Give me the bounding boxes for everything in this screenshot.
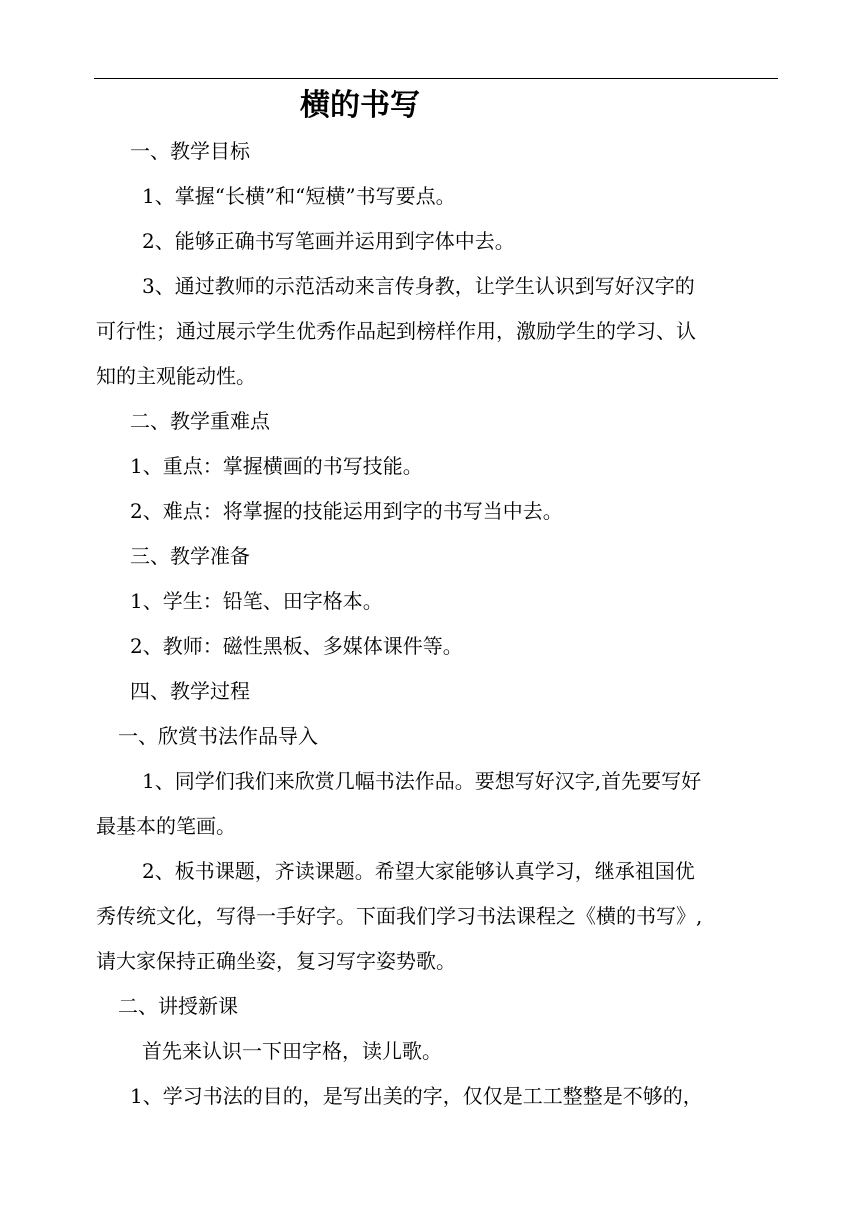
paragraph-line: 最基本的笔画。 xyxy=(96,814,236,838)
section-heading: 四、教学过程 xyxy=(130,679,250,703)
paragraph-line: 秀传统文化，写得一手好字。下面我们学习书法课程之《横的书写》, xyxy=(96,904,703,928)
paragraph-line: 知的主观能动性。 xyxy=(96,364,256,388)
paragraph-line: 1、学习书法的目的，是写出美的字，仅仅是工工整整是不够的， xyxy=(130,1084,703,1108)
paragraph-line: 可行性；通过展示学生优秀作品起到榜样作用，激励学生的学习、认 xyxy=(96,319,696,343)
paragraph-line: 请大家保持正确坐姿，复习写字姿势歌。 xyxy=(96,949,456,973)
paragraph-line: 2、教师：磁性黑板、多媒体课件等。 xyxy=(130,634,463,658)
section-heading: 二、教学重难点 xyxy=(130,409,270,433)
document-title: 横的书写 xyxy=(300,88,420,123)
section-heading: 一、欣赏书法作品导入 xyxy=(118,724,318,748)
paragraph-line: 首先来认识一下田字格，读儿歌。 xyxy=(142,1039,442,1063)
header-rule xyxy=(94,78,778,79)
section-heading: 一、教学目标 xyxy=(130,139,250,163)
paragraph-line: 1、重点：掌握横画的书写技能。 xyxy=(130,454,423,478)
section-heading: 三、教学准备 xyxy=(130,544,250,568)
section-heading: 二、讲授新课 xyxy=(118,994,238,1018)
paragraph-line: 2、能够正确书写笔画并运用到字体中去。 xyxy=(142,229,515,253)
paragraph-line: 2、难点：将掌握的技能运用到字的书写当中去。 xyxy=(130,499,563,523)
paragraph-line: 1、掌握“长横”和“短横”书写要点。 xyxy=(142,184,456,208)
paragraph-line: 1、学生：铅笔、田字格本。 xyxy=(130,589,383,613)
paragraph-line: 3、通过教师的示范活动来言传身教，让学生认识到写好汉字的 xyxy=(142,274,695,298)
paragraph-line: 2、板书课题，齐读课题。希望大家能够认真学习，继承祖国优 xyxy=(142,859,695,883)
paragraph-line: 1、同学们我们来欣赏几幅书法作品。要想写好汉字,首先要写好 xyxy=(142,769,702,793)
